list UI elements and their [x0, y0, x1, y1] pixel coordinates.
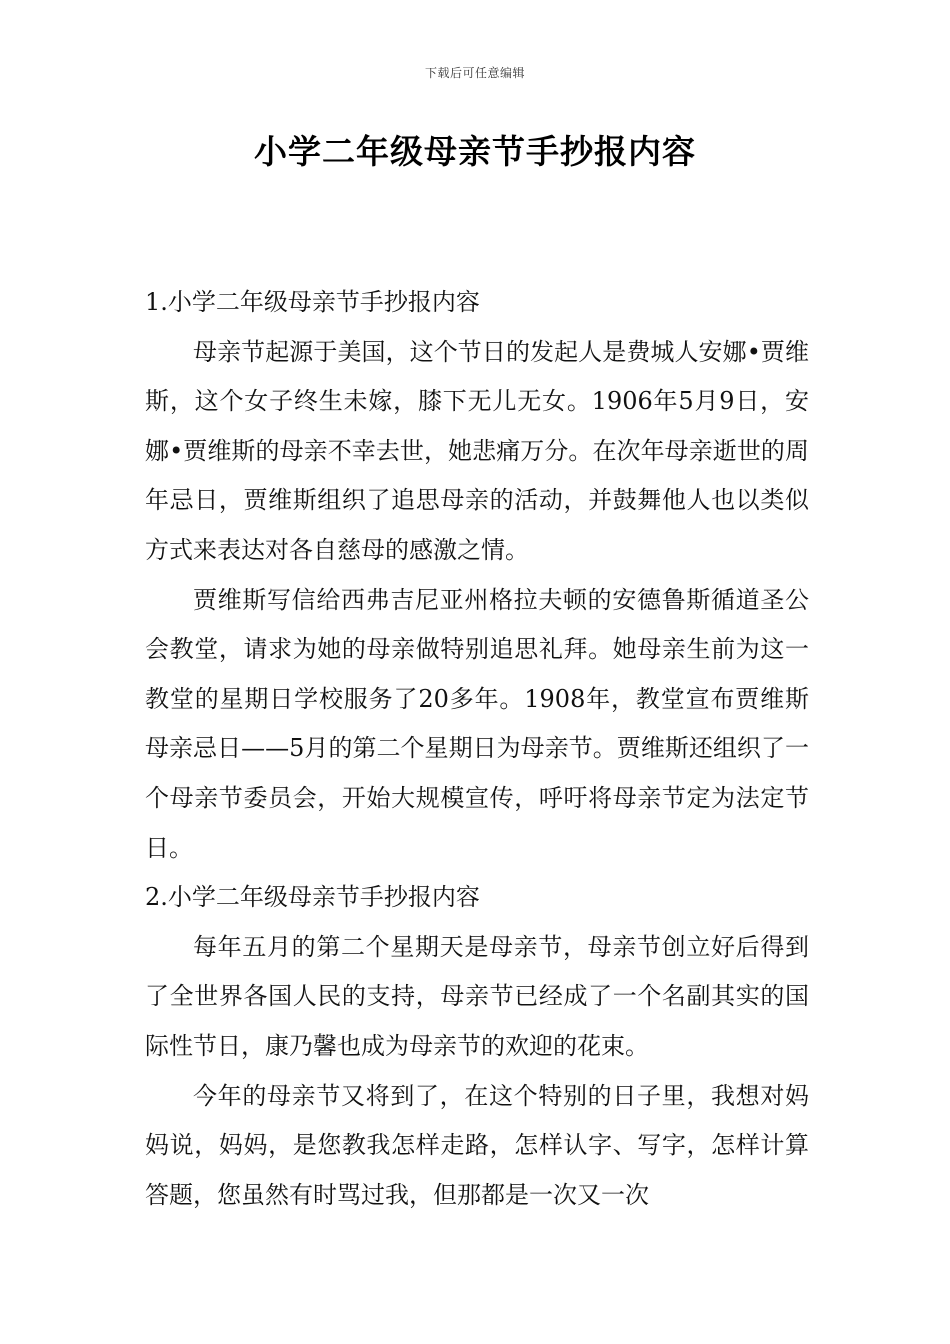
section-heading: 2.小学二年级母亲节手抄报内容 — [145, 883, 480, 912]
section-2 — [145, 873, 809, 1220]
paragraph: 每年五月的第二个星期天是母亲节，母亲节创立好后得到了全世界各国人民的支持，母亲节已经成了一个名副其实的国际性节日，康乃馨也成为母亲节的欢迎的花束。 — [145, 932, 809, 1060]
section-heading: 1.小学二年级母亲节手抄报内容 — [145, 288, 480, 316]
header-note: 下载后可任意编辑 — [424, 66, 525, 80]
section-1 — [145, 278, 809, 873]
document-body — [145, 278, 809, 1220]
paragraph: 贾维斯写信给西弗吉尼亚州格拉夫顿的安德鲁斯循道圣公会教堂，请求为她的母亲做特别追思礼拜。她母亲生前为这一教堂的星期日学校服务了20多年。1908年，教堂宣布贾维斯母亲忌日——5月的第二个星期日为母亲节。贾维斯还组织了一个母亲节委员会，开始大规模宣传，呼吁将母亲节定为法定节日。 — [145, 585, 809, 862]
document-title: 小学二年级母亲节手抄报内容 — [254, 132, 696, 171]
paragraph: 今年的母亲节又将到了，在这个特别的日子里，我想对妈妈说，妈妈，是您教我怎样走路，怎样认字、写字，怎样计算答题，您虽然有时骂过我，但那都是一次又一次 — [145, 1081, 809, 1209]
paragraph: 母亲节起源于美国，这个节日的发起人是费城人安娜•贾维斯，这个女子终生未嫁，膝下无儿无女。1906年5月9日，安娜•贾维斯的母亲不幸去世，她悲痛万分。在次年母亲逝世的周年忌日，贾维斯组织了追思母亲的活动，并鼓舞他人也以类似方式来表达对各自慈母的感激之情。 — [145, 337, 809, 564]
